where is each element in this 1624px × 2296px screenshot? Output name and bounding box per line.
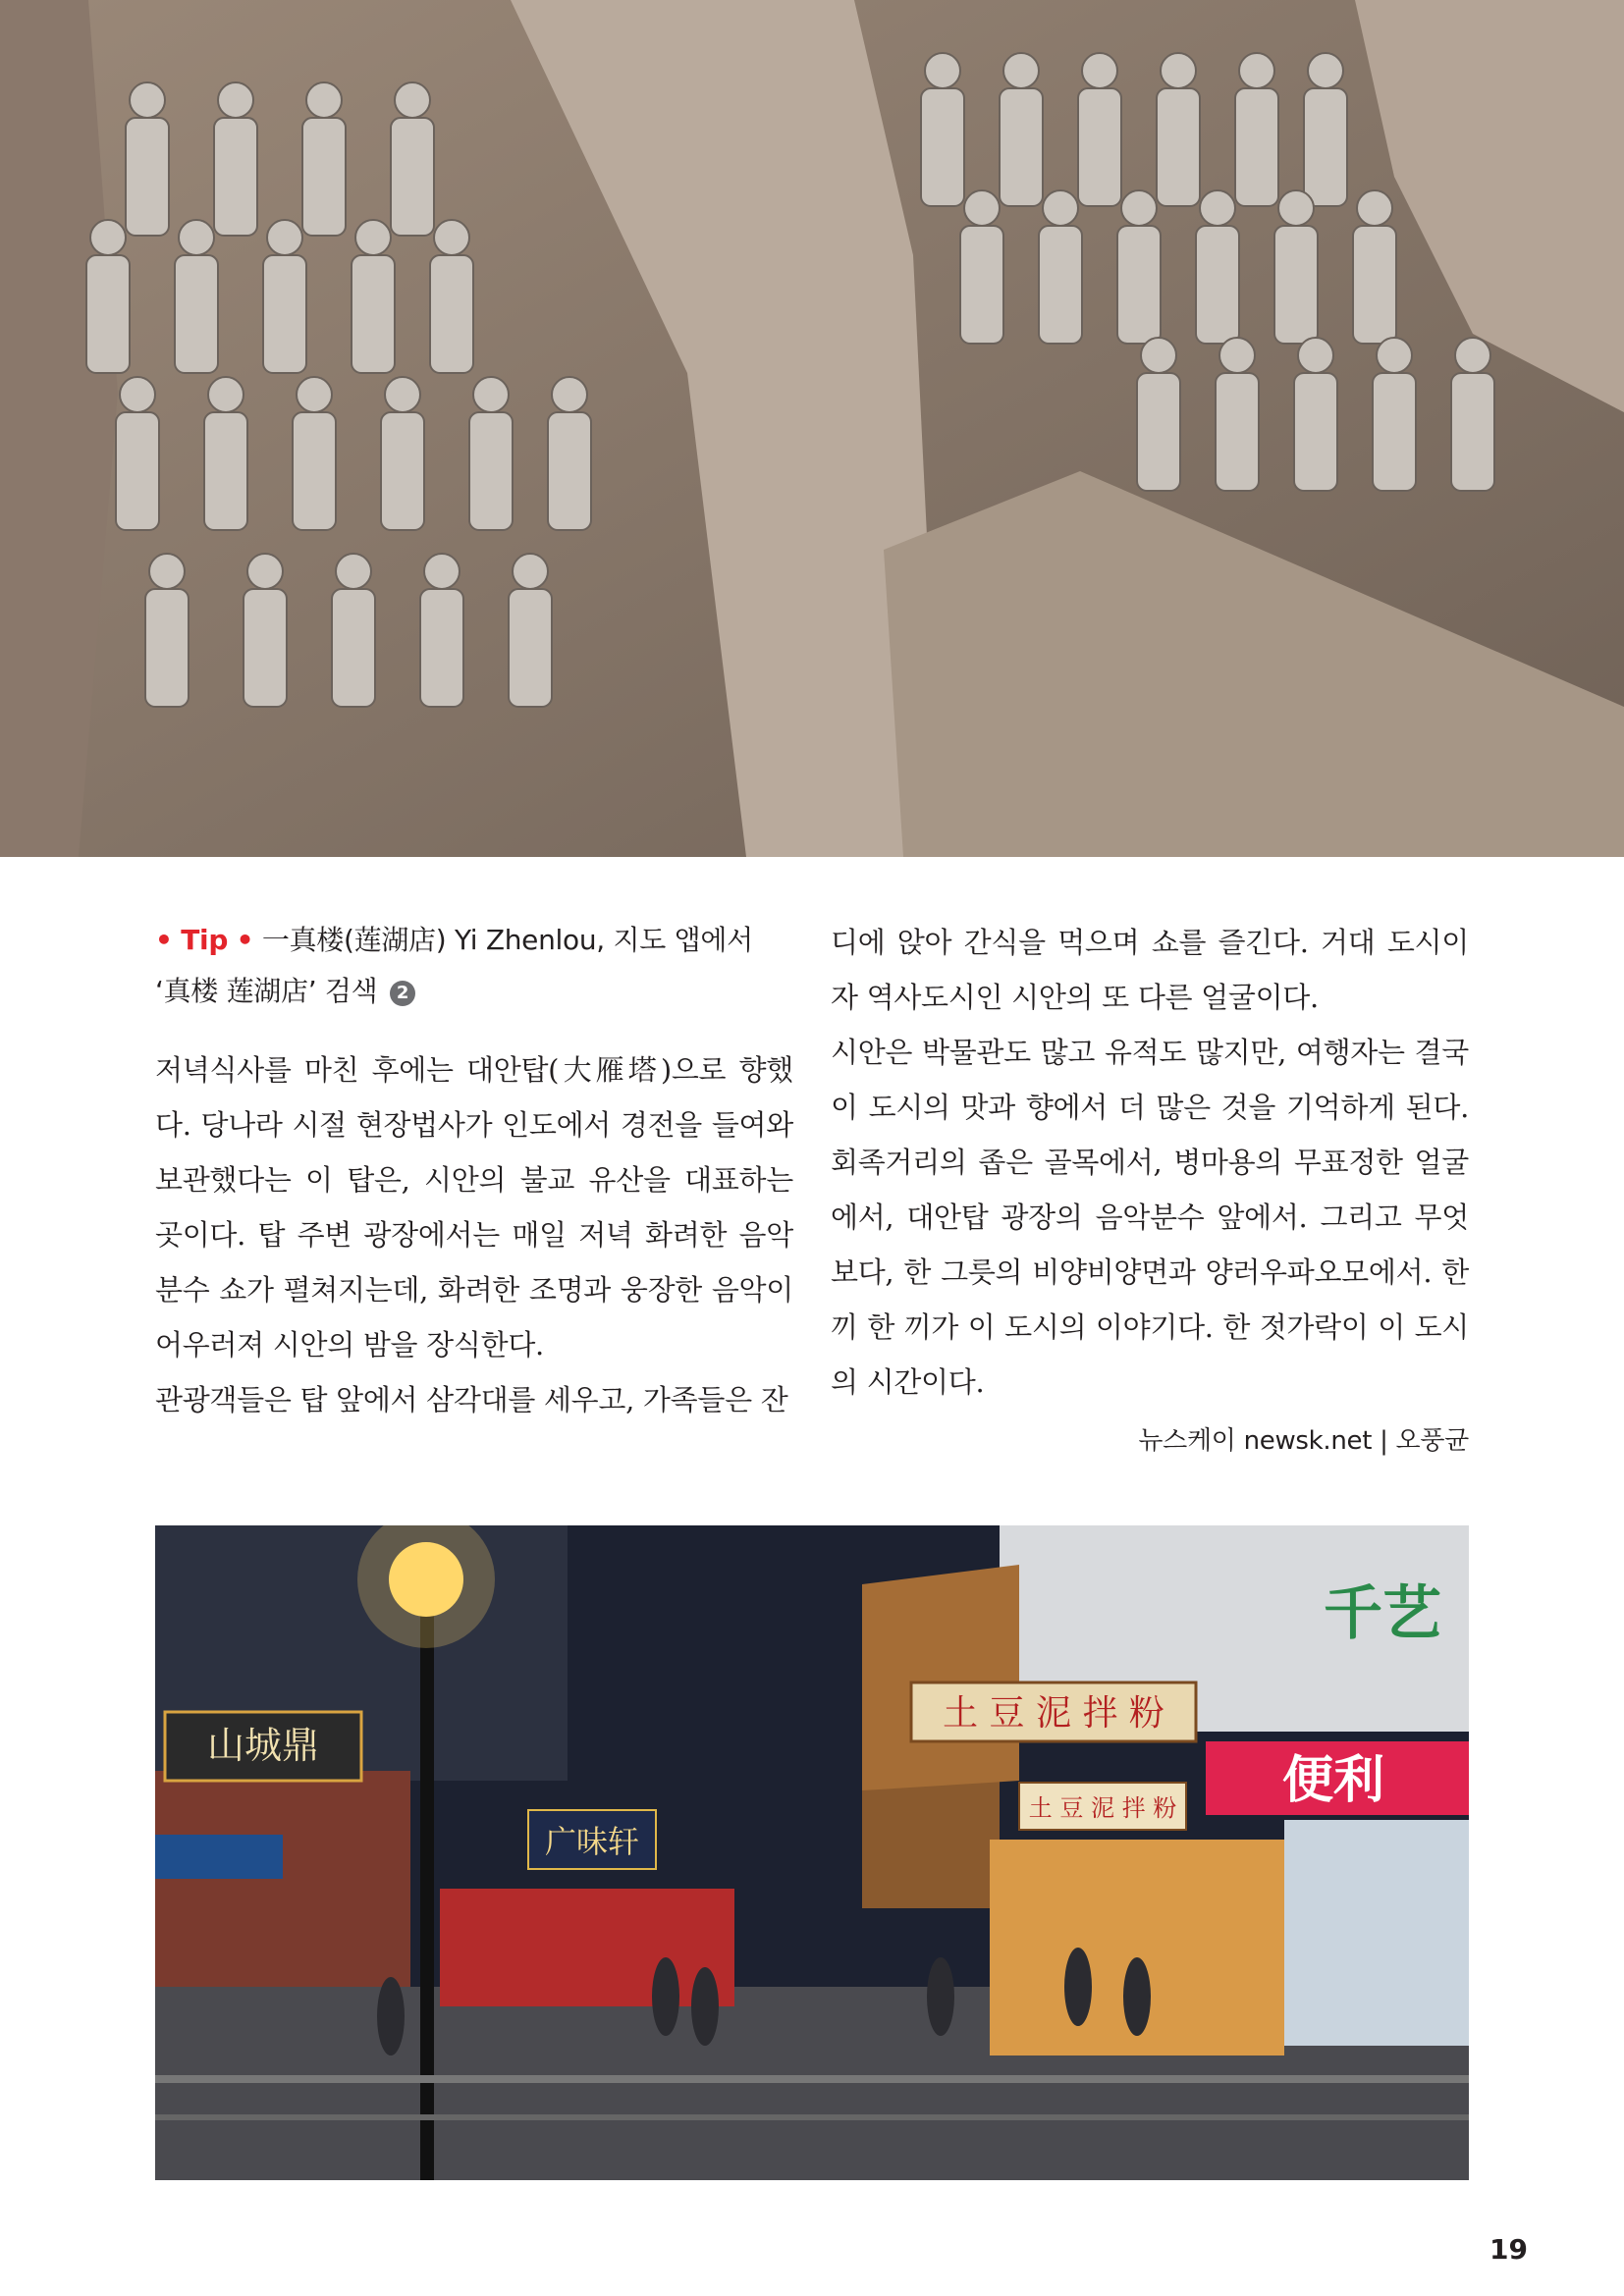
warrior-figure bbox=[921, 88, 964, 206]
warrior-head bbox=[1298, 338, 1333, 373]
tip-bullet-2: • bbox=[236, 924, 254, 956]
warrior-figure bbox=[1451, 373, 1494, 491]
warrior-figure bbox=[1137, 373, 1180, 491]
warrior-figure bbox=[1000, 88, 1043, 206]
warrior-head bbox=[552, 377, 587, 412]
warrior-head bbox=[1308, 53, 1343, 88]
warrior-head bbox=[90, 220, 126, 255]
warrior-head bbox=[1239, 53, 1274, 88]
warrior-figure bbox=[126, 118, 169, 236]
night-street-photo bbox=[155, 1525, 1469, 2180]
warrior-head bbox=[1377, 338, 1412, 373]
warrior-head bbox=[473, 377, 509, 412]
warrior-head bbox=[1161, 53, 1196, 88]
warrior-head bbox=[925, 53, 960, 88]
article-right-column bbox=[831, 915, 1469, 1468]
warrior-head bbox=[424, 554, 460, 589]
warrior-head bbox=[218, 82, 253, 118]
warrior-figure bbox=[430, 255, 473, 373]
sign-top-right: 千艺 bbox=[1324, 1579, 1441, 1648]
tip-line bbox=[155, 915, 793, 1017]
warrior-figure bbox=[1304, 88, 1347, 206]
warrior-head bbox=[513, 554, 548, 589]
warrior-head bbox=[1219, 338, 1255, 373]
warrior-figure bbox=[1039, 226, 1082, 344]
warrior-head bbox=[964, 190, 1000, 226]
warrior-head bbox=[1121, 190, 1157, 226]
warrior-head bbox=[395, 82, 430, 118]
warrior-head bbox=[385, 377, 420, 412]
warrior-head bbox=[130, 82, 165, 118]
article-left-column bbox=[155, 915, 793, 1427]
warrior-figure bbox=[175, 255, 218, 373]
warrior-head bbox=[1003, 53, 1039, 88]
tip-label: Tip bbox=[181, 924, 229, 956]
warrior-figure bbox=[214, 118, 257, 236]
warrior-figure bbox=[1353, 226, 1396, 344]
sign-store: 便利 bbox=[1281, 1751, 1385, 1810]
tip-text: 一真楼(莲湖店) Yi Zhenlou, 지도 앱에서 ‘真楼 莲湖店’ 검색 bbox=[155, 924, 753, 1007]
tip-number-badge: 2 bbox=[390, 981, 415, 1006]
warrior-head bbox=[149, 554, 185, 589]
warrior-head bbox=[1082, 53, 1117, 88]
warrior-head bbox=[1357, 190, 1392, 226]
warrior-head bbox=[306, 82, 342, 118]
warrior-figure bbox=[1196, 226, 1239, 344]
warrior-figure bbox=[1157, 88, 1200, 206]
warrior-head bbox=[1200, 190, 1235, 226]
warrior-figure bbox=[1078, 88, 1121, 206]
warrior-figure bbox=[960, 226, 1003, 344]
warrior-figure bbox=[86, 255, 130, 373]
sign-main: 土 豆 泥 拌 粉 bbox=[943, 1693, 1164, 1734]
warrior-figure bbox=[548, 412, 591, 530]
warrior-figure bbox=[145, 589, 189, 707]
article-paragraph: 저녁식사를 마친 후에는 대안탑(大雁塔)으로 향했다. 당나라 시절 현장법사가 인도에서 경전을 들여와 보관했다는 이 탑은, 시안의 불교 유산을 대표하는 곳이다. 탑 주변 광장에서는 매일 저녁 화려한 음악분수 쇼가 펼쳐지는데, 화려한 조명과 웅장한 음악이 어우러져 시안의 밤을 장식한다. bbox=[155, 1053, 793, 1362]
warrior-head bbox=[247, 554, 283, 589]
warrior-figure bbox=[244, 589, 287, 707]
warrior-head bbox=[434, 220, 469, 255]
warrior-figure bbox=[420, 589, 463, 707]
tip-bullet: • bbox=[155, 924, 173, 956]
warrior-figure bbox=[263, 255, 306, 373]
warrior-figure bbox=[204, 412, 247, 530]
warrior-head bbox=[120, 377, 155, 412]
article-paragraph: 관광객들은 탑 앞에서 삼각대를 세우고, 가족들은 잔 bbox=[155, 1383, 788, 1416]
warrior-figure bbox=[332, 589, 375, 707]
warrior-figure bbox=[302, 118, 346, 236]
warrior-figure bbox=[1294, 373, 1337, 491]
warrior-figure bbox=[381, 412, 424, 530]
warrior-head bbox=[1043, 190, 1078, 226]
warrior-head bbox=[1455, 338, 1490, 373]
warrior-figure bbox=[293, 412, 336, 530]
warrior-figure bbox=[1216, 373, 1259, 491]
warrior-figure bbox=[1117, 226, 1161, 344]
sign-left: 山城鼎 bbox=[206, 1724, 320, 1767]
warrior-figure bbox=[391, 118, 434, 236]
page-number: 19 bbox=[1489, 2233, 1528, 2266]
warrior-head bbox=[208, 377, 244, 412]
article-paragraph: 디에 앉아 간식을 먹으며 쇼를 즐긴다. 거대 도시이자 역사도시인 시안의 또 다른 얼굴이다. bbox=[831, 926, 1469, 1014]
warrior-figure bbox=[1373, 373, 1416, 491]
warrior-head bbox=[179, 220, 214, 255]
warrior-figure bbox=[1235, 88, 1278, 206]
warrior-figure bbox=[116, 412, 159, 530]
article-paragraph: 시안은 박물관도 많고 유적도 많지만, 여행자는 결국 이 도시의 맛과 향에서 더 많은 것을 기억하게 된다. 회족거리의 좁은 골목에서, 병마용의 무표정한 얼굴에서, 대안탑 광장의 음악분수 앞에서. 그리고 무엇보다, 한 그릇의 비양비양면과 양러우파오모에서. 한 끼 한 끼가 이 도시의 이야기다. 한 젓가락이 이 도시의 시간이다. bbox=[831, 1036, 1469, 1399]
terracotta-warriors-photo bbox=[0, 0, 1624, 857]
warrior-head bbox=[297, 377, 332, 412]
warrior-head bbox=[336, 554, 371, 589]
sign-mid: 广味轩 bbox=[544, 1823, 640, 1860]
warrior-head bbox=[1278, 190, 1314, 226]
warrior-head bbox=[355, 220, 391, 255]
warrior-figure bbox=[352, 255, 395, 373]
warrior-figure bbox=[469, 412, 513, 530]
warrior-head bbox=[267, 220, 302, 255]
warrior-head bbox=[1141, 338, 1176, 373]
byline: 뉴스케이 newsk.net | 오풍균 bbox=[1138, 1426, 1469, 1456]
sign-sub: 土 豆 泥 拌 粉 bbox=[1028, 1794, 1177, 1822]
warrior-figure bbox=[1274, 226, 1318, 344]
warrior-figure bbox=[509, 589, 552, 707]
